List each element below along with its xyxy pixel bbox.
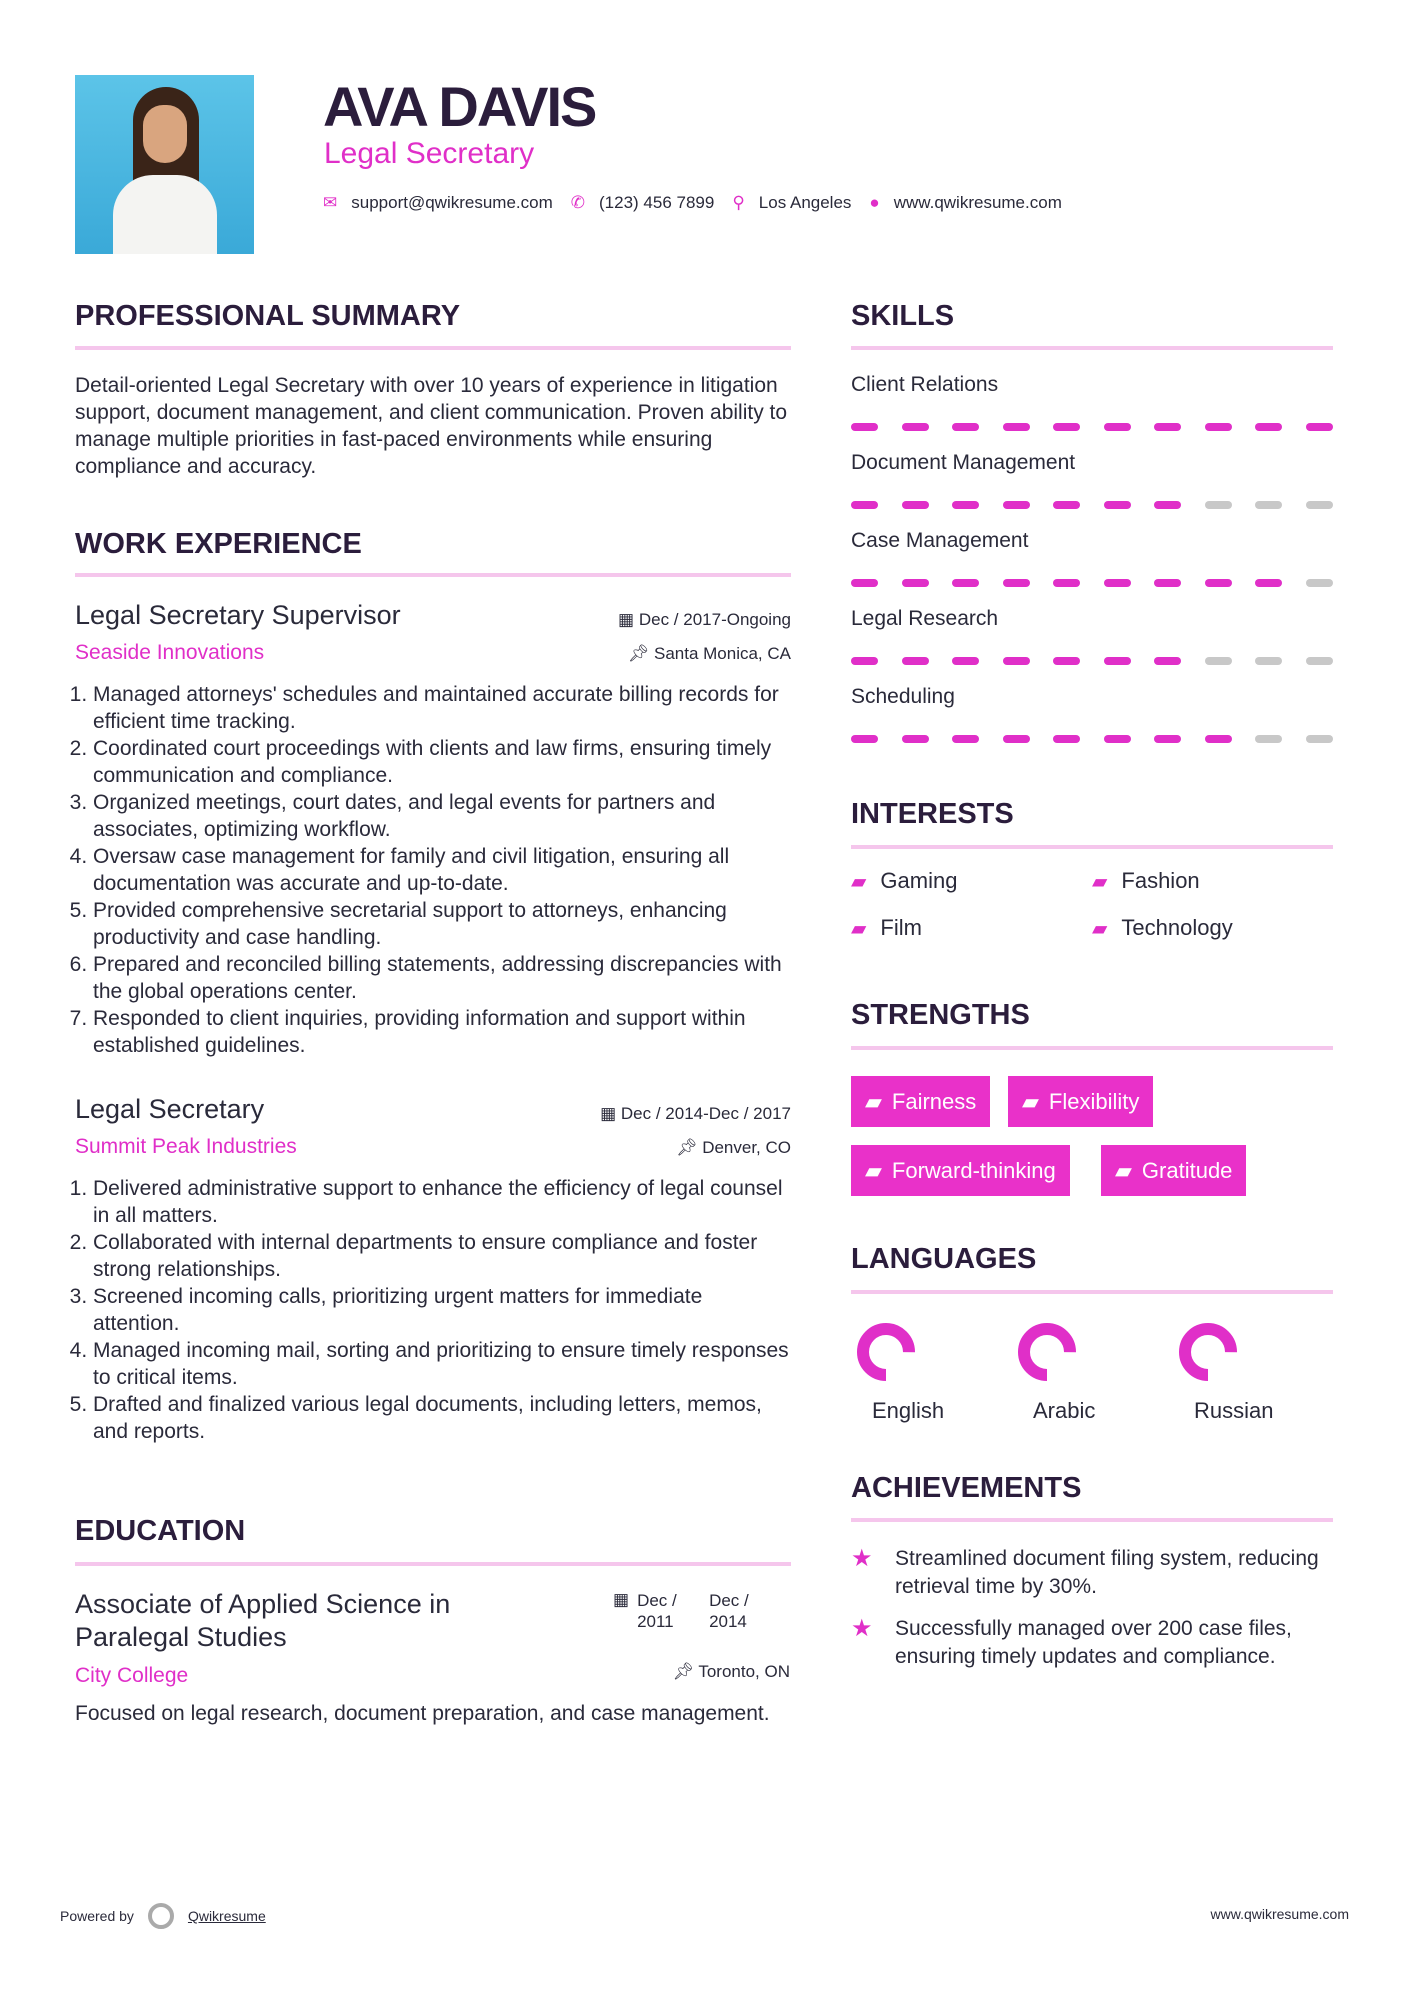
language-arc [1024,1329,1070,1375]
skill-dot [1255,735,1282,743]
skill-level-bar [851,735,1333,743]
skill-dot [1255,501,1282,509]
skill-item [851,451,1333,509]
strengths-heading: STRENGTHS [851,999,1030,1031]
book-icon: ▰ [851,917,867,940]
skill-level-bar [851,657,1333,665]
book-icon: ▰ [1092,917,1108,940]
candidate-title: Legal Secretary [324,137,535,170]
skill-dot [902,579,929,587]
language-level-ring [850,1316,920,1386]
job-bullets [75,1175,791,1445]
language-item [1172,1316,1292,1424]
book-icon: ▰ [865,1157,882,1183]
skill-dot [902,657,929,665]
skill-dot [1306,501,1333,509]
skill-dot [1104,501,1131,509]
skill-item [851,529,1333,587]
strength-tag [1008,1076,1153,1127]
location: Los Angeles [758,193,852,212]
bullet-item: 2. Collaborated with internal departments to ensure compliance and foster strong relationships. [93,1229,791,1283]
bullet-item: 1. Delivered administrative support to enhance the efficiency of legal counsel in all matters. [93,1175,791,1229]
powered-by: Powered by [60,1908,134,1924]
skill-dot [1205,657,1232,665]
job-location [676,1138,791,1158]
language-level-ring [1172,1316,1242,1386]
divider [851,1518,1333,1522]
school: City College [75,1664,189,1687]
skill-dot [851,501,878,509]
job-title: Legal Secretary [75,1094,265,1124]
bullet-item: 2. Coordinated court proceedings with clients and law firms, ensuring timely communication and compliance. [93,735,791,789]
skill-dot [1003,579,1030,587]
email[interactable]: support@qwikresume.com [351,193,553,212]
skill-dot [1053,657,1080,665]
interest-name: Fashion [1121,868,1200,893]
bullet-item: 3. Organized meetings, court dates, and legal events for partners and associates, optimizing workflow. [93,789,791,843]
job-entry [75,600,791,1059]
achievement-text: Streamlined document filing system, reducing retrieval time by 30%. [895,1547,1319,1598]
location-text: Santa Monica, CA [653,644,791,663]
candidate-name: AVA DAVIS [323,75,596,138]
skill-dot [1104,423,1131,431]
phone: (123) 456 7899 [599,193,715,212]
summary-text: Detail-oriented Legal Secretary with over 10 years of experience in litigation support, document management, and client communication. Proven ability to manage multiple priorities in fast-paced environments while ensuring compliance and accuracy. [75,374,788,478]
strength-name: Forward-thinking [891,1157,1056,1183]
skill-dot [1154,501,1181,509]
job-bullets [75,681,791,1059]
skill-dot [1255,423,1282,431]
skill-dot [1053,501,1080,509]
skill-level-bar [851,501,1333,509]
interest-name: Technology [1121,915,1233,940]
brand-link[interactable]: Qwikresume [187,1908,266,1924]
pin-icon: 📌︎ [675,1138,703,1157]
star-icon: ★ [851,1545,873,1572]
envelope-icon: ✉ [323,193,338,212]
languages-heading: LANGUAGES [851,1243,1037,1275]
skill-dot [1306,657,1333,665]
skill-dot [1104,579,1131,587]
location-text: Toronto, ON [698,1662,790,1681]
skill-dot [1053,735,1080,743]
skill-dot [952,657,979,665]
language-name: Russian [1194,1398,1274,1423]
education-description: Focused on legal research, document preparation, and case management. [75,1702,770,1725]
job-dates [600,1104,791,1124]
company: Summit Peak Industries [75,1135,297,1158]
skill-dot [1205,501,1232,509]
strength-name: Gratitude [1141,1157,1233,1183]
achievement-text: Successfully managed over 200 case files, ensuring timely updates and compliance. [895,1617,1292,1668]
skill-item [851,607,1333,665]
interest-name: Film [880,915,922,940]
star-icon: ★ [851,1615,873,1642]
footer-url[interactable]: www.qwikresume.com [1210,1906,1349,1922]
skill-dot [851,735,878,743]
skill-dot [1205,423,1232,431]
divider [851,1046,1333,1050]
skill-name: Client Relations [851,373,999,396]
skill-dot [1003,657,1030,665]
dates-text: Dec / 2017-Ongoing [638,610,791,629]
achievements-heading: ACHIEVEMENTS [851,1472,1082,1504]
divider [851,1290,1333,1294]
skill-dot [1104,735,1131,743]
skill-dot [902,501,929,509]
bullet-item: 4. Oversaw case management for family and civil litigation, ensuring all documentation was accurate and up-to-date. [93,843,791,897]
skill-dot [952,735,979,743]
interest-item [851,915,922,941]
language-arc [863,1329,909,1375]
interest-item [1092,868,1200,894]
skill-dot [1053,579,1080,587]
qwikresume-logo-icon [148,1903,174,1929]
language-level-ring [1011,1316,1081,1386]
bullet-item: 3. Screened incoming calls, prioritizing urgent matters for immediate attention. [93,1283,791,1337]
job-location [628,644,791,664]
skill-dot [851,423,878,431]
skill-dot [1003,423,1030,431]
summary-heading: PROFESSIONAL SUMMARY [75,300,461,332]
skill-dot [1003,735,1030,743]
skill-dot [902,735,929,743]
education-heading: EDUCATION [75,1515,246,1547]
bullet-item: 1. Managed attorneys' schedules and maintained accurate billing records for efficient time tracking. [93,681,791,735]
skill-dot [952,423,979,431]
pin-icon: 📌︎ [627,644,654,663]
degree: Associate of Applied Science in Paralegal Studies [75,1589,451,1652]
achievement-item [851,1545,1333,1601]
divider [75,1562,791,1566]
job-title: Legal Secretary Supervisor [75,600,401,630]
strength-name: Fairness [891,1088,977,1114]
job-dates [618,610,791,630]
skill-dot [851,657,878,665]
divider [75,573,791,577]
skill-dot [1205,579,1232,587]
skill-dot [952,501,979,509]
dates-text: Dec / 2014-Dec / 2017 [620,1104,791,1123]
bullet-item: 5. Drafted and finalized various legal documents, including letters, memos, and reports. [93,1391,791,1445]
skill-name: Document Management [851,451,1076,474]
skill-name: Case Management [851,529,1029,552]
strength-tag [851,1145,1070,1196]
book-icon: ▰ [1022,1088,1039,1114]
globe-icon: ● [869,193,880,212]
skill-level-bar [851,423,1333,431]
interests-heading: INTERESTS [851,798,1014,830]
divider [851,845,1333,849]
book-icon: ▰ [1092,870,1108,893]
skill-dot [1306,579,1333,587]
pin-icon: 📌︎ [672,1662,699,1681]
strength-tag [1101,1145,1246,1196]
achievement-item [851,1615,1333,1671]
skill-name: Scheduling [851,685,955,708]
profile-photo [75,75,254,254]
skill-dot [1154,735,1181,743]
skill-dot [952,579,979,587]
map-pin-icon: ⚲ [732,193,745,212]
skill-item [851,685,1333,743]
skill-dot [1053,423,1080,431]
bullet-item: 5. Provided comprehensive secretarial support to attorneys, enhancing productivity and case handling. [93,897,791,951]
book-icon: ▰ [865,1088,882,1114]
strength-tag [851,1076,990,1127]
divider [75,346,791,350]
interest-name: Gaming [880,868,958,893]
calendar-icon: ▦ [618,610,639,629]
skill-dot [1104,657,1131,665]
skill-dot [1154,579,1181,587]
language-name: Arabic [1033,1398,1096,1423]
interest-item [1092,915,1233,941]
language-arc [1185,1329,1231,1375]
bullet-item: 7. Responded to client inquiries, providing information and support within established guidelines. [93,1005,791,1059]
calendar-icon: ▦ [600,1104,621,1123]
strength-name: Flexibility [1048,1088,1140,1114]
education-location [672,1662,790,1682]
skill-dot [1205,735,1232,743]
skill-item [851,373,1333,431]
skill-name: Legal Research [851,607,999,630]
language-item [850,1316,970,1424]
skill-dot [1255,579,1282,587]
skill-dot [1306,423,1333,431]
book-icon: ▰ [851,870,867,893]
end-date: Dec / 2014 [709,1591,749,1631]
skill-dot [1003,501,1030,509]
location-text: Denver, CO [702,1138,791,1157]
skill-dot [1306,735,1333,743]
phone-icon: ✆ [570,193,585,212]
start-date: Dec / 2011 [637,1591,677,1631]
work-heading: WORK EXPERIENCE [75,528,362,560]
company: Seaside Innovations [75,641,265,664]
skill-dot [1255,657,1282,665]
language-item [1011,1316,1131,1424]
contact-bar [323,193,1080,213]
interest-item [851,868,957,894]
skill-dot [902,423,929,431]
bullet-item: 4. Managed incoming mail, sorting and prioritizing to ensure timely responses to critical items. [93,1337,791,1391]
skill-level-bar [851,579,1333,587]
education-dates [613,1590,773,1632]
job-entry [75,1094,791,1445]
website[interactable]: www.qwikresume.com [893,193,1062,212]
divider [851,346,1333,350]
skills-heading: SKILLS [851,300,955,332]
bullet-item: 6. Prepared and reconciled billing statements, addressing discrepancies with the global operations center. [93,951,791,1005]
skill-dot [851,579,878,587]
footer-brand [60,1903,266,1929]
book-icon: ▰ [1115,1157,1132,1183]
calendar-icon: ▦ [613,1590,630,1609]
skill-dot [1154,423,1181,431]
skill-dot [1154,657,1181,665]
language-name: English [872,1398,945,1423]
